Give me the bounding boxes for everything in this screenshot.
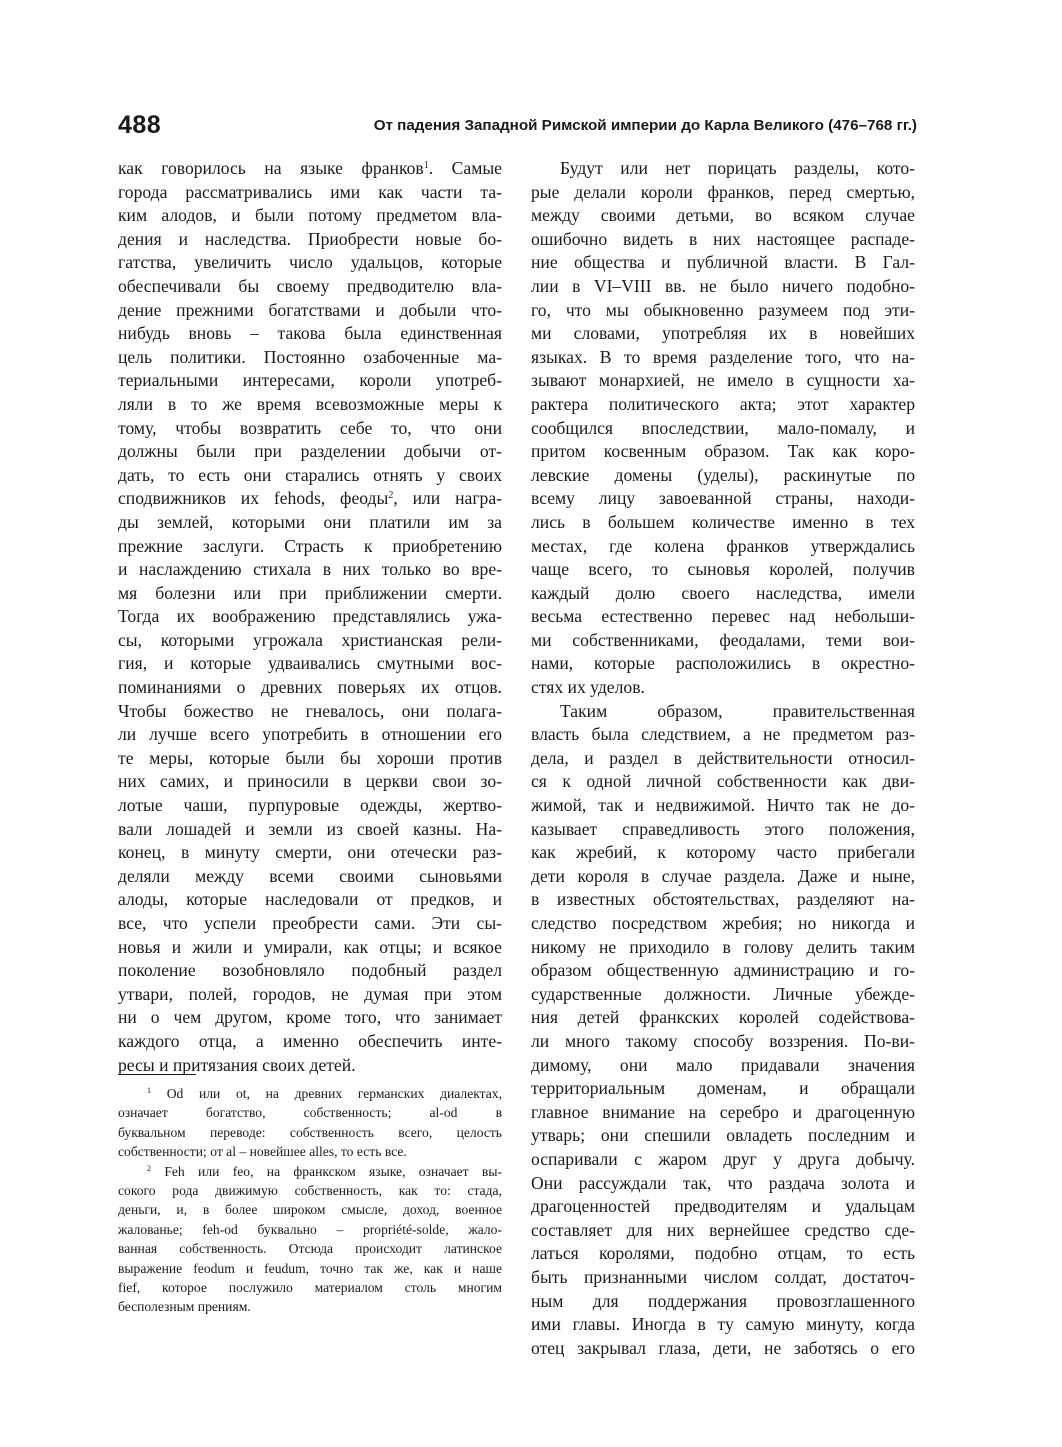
footnotes: [118, 1084, 502, 1317]
footnote-line: $^1$ Od или ot, на древних германских диалектах,: [147, 1086, 502, 1101]
footnote-line: собственности; от al – новейшее alles, то есть все.: [118, 1144, 407, 1160]
footnote-marker: 2: [147, 1163, 151, 1173]
text-line: как жребий, к которому часто прибегали: [531, 842, 915, 863]
text-line: новья и жили и умирали, как отцы; и всякое: [118, 936, 502, 957]
text-line: стях их уделов.: [531, 677, 645, 698]
text-line: поминаниями о древних поверьях их отцов.: [118, 677, 502, 698]
text-line: ким алодов, и были потому предметом вла-: [118, 205, 502, 226]
text-line: обеспечивали бы своему предводителю вла-: [118, 275, 502, 296]
text-line: вали лошадей и земли из своей казны. На-: [118, 818, 502, 839]
right-column: [531, 157, 915, 1360]
text-line: ни о чем другом, кроме того, что занимает: [118, 1007, 502, 1028]
text-line: лии в VI–VIII вв. не было ничего подобно-: [531, 275, 915, 296]
text-line: в известных обстоятельствах, разделяют на-: [531, 889, 915, 910]
text-line: сы, которыми угрожала христианская рели-: [118, 629, 502, 650]
text-line: териальными интересами, короли употреб-: [118, 370, 502, 391]
text-line: казывает справедливость этого положения,: [531, 818, 915, 839]
text-line: между своими детьми, во всяком случае: [531, 205, 915, 226]
footnote-line: сокого рода движимую собственность, как то: стада,: [118, 1183, 502, 1199]
footnote-line: выражение feodum и feudum, точно так же, как и наше: [118, 1260, 502, 1276]
text-line: мя болезни или при приближении смерти.: [118, 582, 502, 603]
text-line: левские домены (уделы), раскинутые по: [531, 464, 915, 485]
text-line: ошибочно видеть в них настоящее распаде-: [531, 228, 915, 249]
text-line: нами, которые расположились в окрестно-: [531, 653, 915, 674]
text-line: дать, то есть они старались отнять у своих: [118, 464, 502, 485]
footnote-line: $^2$ Feh или feo, на франкском языке, означает вы-: [147, 1163, 502, 1179]
text-line: Они рассуждали так, что раздача золота и: [531, 1172, 915, 1193]
text-line: каждый долю своего наследства, имели: [531, 582, 915, 603]
footnote-line: fief, которое послужило материалом столь многим: [118, 1280, 502, 1296]
text-line: деляли между всеми своими сыновьями: [118, 865, 502, 886]
text-line: притом косвенным образом. Так как коро-: [531, 441, 915, 462]
footnote-ref-2: 2: [388, 490, 394, 502]
text-line: дела, и раздел в действительности относил-: [531, 747, 915, 768]
text-line: сообщился впоследствии, мало-помалу, и: [531, 417, 915, 438]
text-line: дети короля в случае раздела. Даже и ныне,: [531, 865, 915, 886]
text-line: латься королями, подобно отцам, то есть: [531, 1243, 915, 1264]
text-line: всему лицу завоеванной страны, находи-: [531, 488, 915, 509]
text-line: Чтобы божество не гневалось, они полага-: [118, 700, 502, 721]
text-line: ми словами, употребляя их в новейших: [531, 323, 915, 344]
text-line: ляли в то же время всевозможные меры к: [118, 393, 502, 414]
text-line: как говорилось на языке франков$^1$. Самые: [118, 158, 502, 178]
text-line: димому, они мало придавали значения: [531, 1054, 915, 1075]
text-line: лись в большем количестве именно в тех: [531, 511, 915, 532]
running-title: От падения Западной Римской империи до Карла Великого (476–768 гг.): [373, 117, 917, 134]
text-line: ние общества и публичной власти. В Гал-: [531, 252, 915, 273]
text-line: лотые чаши, пурпуровые одежды, жертво-: [118, 795, 502, 816]
text-line: конец, в минуту смерти, они отечески раз-: [118, 842, 502, 863]
footnote-line: буквальном переводе: собственность всего, целость: [118, 1124, 502, 1140]
text-line: Тогда их воображению представлялись ужа-: [118, 606, 502, 627]
text-line: сударственные должности. Личные убежде-: [531, 983, 915, 1004]
text-line: быть признанными числом солдат, достаточ-: [531, 1266, 915, 1287]
text-line: следство посредством жребия; но никогда и: [531, 913, 915, 933]
text-line: ным для поддержания провозглашенного: [531, 1290, 915, 1311]
text-line: тому, чтобы возвратить себе то, что они: [118, 417, 502, 438]
text-line: дения и наследства. Приобрести новые бо-: [118, 228, 502, 249]
text-line: главное внимание на серебро и драгоценную: [531, 1101, 915, 1122]
text-line: власть была следствием, а не предметом раз-: [531, 724, 915, 745]
text-line: весьма естественно перевес над небольши-: [531, 606, 915, 627]
text-line: составляет для них вернейшее средство сде-: [531, 1219, 915, 1240]
text-line: ся к одной личной собственности как дви-: [531, 771, 915, 792]
text-line: ли лучше всего употребить в отношении его: [118, 724, 502, 745]
text-line: жимой, так и недвижимой. Ничто так не до-: [531, 795, 915, 816]
footnote-line: ванная собственность. Отсюда происходит латинское: [118, 1241, 502, 1257]
text-line: ды землей, которыми они платили им за: [118, 511, 502, 532]
footnote-line: жалованье; feh-od буквально – propriété-solde, жало-: [118, 1221, 502, 1237]
text-line: утвари, полей, городов, не думая при этом: [118, 983, 502, 1004]
text-line: все, что успели преобрести сами. Эти сы-: [118, 913, 502, 933]
text-line: го, что мы обыкновенно разумеем под эти-: [531, 299, 915, 320]
text-line: образом общественную администрацию и го-: [531, 960, 915, 981]
text-line: драгоценностей предводителям и удальцам: [531, 1196, 915, 1217]
text-line: цель политики. Постоянно озабоченные ма-: [118, 346, 502, 367]
text-line: алоды, которые наследовали от предков, и: [118, 889, 502, 910]
footnote-divider: [118, 1074, 196, 1075]
footnote-line: деньги, и, в более широком смысле, доход, военное: [118, 1202, 502, 1218]
page-number: 488: [118, 111, 162, 139]
text-line: те меры, которые были бы хороши против: [118, 747, 502, 768]
text-line: местах, где колена франков утверждались: [531, 535, 915, 556]
text-line: должны были при разделении добычи от-: [118, 441, 502, 462]
text-line: сподвижников их fehods, феоды$^2$, или награ-: [118, 488, 502, 509]
text-line: ими главы. Иногда в ту самую минуту, когда: [531, 1314, 915, 1335]
footnote-line: бесполезным прениям.: [118, 1299, 251, 1315]
text-line: языках. В то время разделение того, что на-: [531, 346, 915, 367]
text-line: ресы и притязания своих детей.: [118, 1054, 356, 1075]
text-line: территориальным доменам, и обращали: [531, 1078, 915, 1099]
text-line: зывают монархией, не имело в сущности ха-: [531, 370, 915, 391]
text-line: Таким образом, правительственная: [560, 700, 915, 721]
text-line: ли много такому способу воззрения. По-ви-: [531, 1030, 915, 1051]
footnote-ref-1: 1: [423, 160, 429, 171]
footnote-1: [118, 1084, 502, 1162]
text-line: ми собственниками, феодалами, теми вои-: [531, 629, 915, 650]
text-line: них самих, и приносили в церкви свои зо-: [118, 771, 502, 792]
text-line: отец закрывал глаза, дети, не заботясь о его: [531, 1337, 915, 1358]
text-line: чаще всего, то сыновья королей, получив: [531, 559, 915, 580]
text-line: поколение возобновляло подобный раздел: [118, 960, 502, 981]
text-line: города рассматривались ими как части та-: [118, 181, 502, 202]
text-line: гатства, увеличить число удальцов, которые: [118, 252, 502, 273]
text-line: рые делали короли франков, перед смертью,: [531, 181, 915, 202]
text-line: никому не приходило в голову делить таким: [531, 936, 915, 957]
footnote-2: [118, 1162, 502, 1317]
text-line: прежние заслуги. Страсть к приобретению: [118, 535, 502, 556]
text-line: Будут или нет порицать разделы, кото-: [560, 158, 915, 178]
text-line: каждого отца, а именно обеспечить инте-: [118, 1030, 502, 1051]
footnote-line: означает богатство, собственность; al-od в: [118, 1105, 502, 1121]
text-line: ния детей франкских королей содействова-: [531, 1007, 915, 1028]
text-line: гия, и которые удваивались смутными вос-: [118, 653, 502, 674]
text-line: оспаривали с жаром друг у друга добычу.: [531, 1148, 915, 1169]
left-column: [118, 157, 502, 1077]
text-line: утварь; они спешили овладеть последним и: [531, 1125, 915, 1146]
text-line: нибудь вновь – такова была единственная: [118, 323, 502, 344]
text-line: рактера политического акта; этот характер: [531, 393, 915, 414]
text-line: дение прежними богатствами и добыли что-: [118, 299, 502, 320]
footnote-marker: 1: [147, 1086, 151, 1095]
text-line: и наслаждению стихала в них только во вре-: [118, 559, 502, 580]
